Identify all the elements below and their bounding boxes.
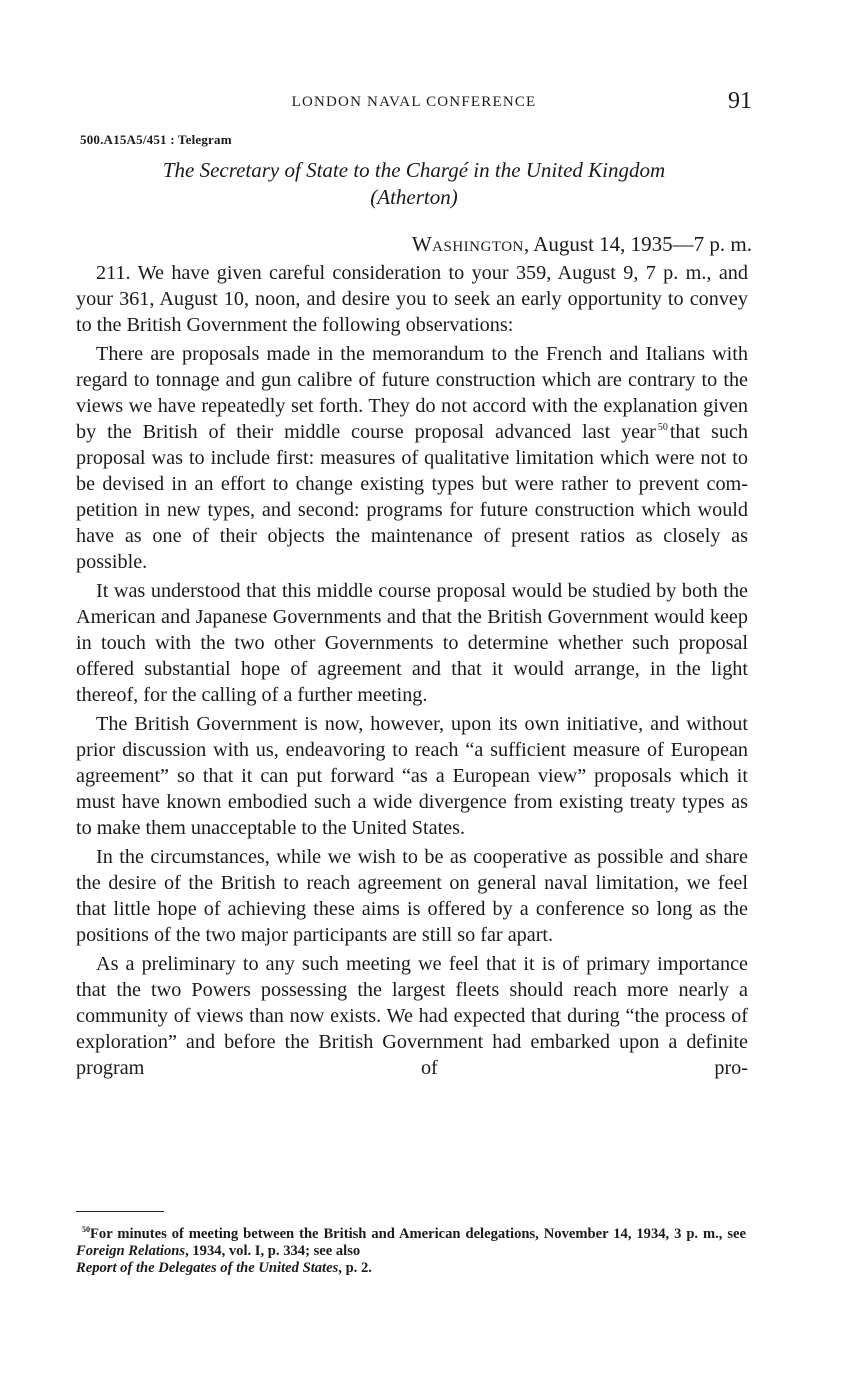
footnote-mark: 50 <box>82 1225 90 1235</box>
file-reference: 500.A15A5/451 : Telegram <box>80 132 232 147</box>
footnote-divider <box>76 1211 164 1212</box>
footnote-text-c: , p. 2. <box>338 1260 372 1276</box>
paragraph-4: The British Government is now, however, upon its own initiative, and without prior discussion with us, endeavoring to reach “a sufficient measure of European agreement” so that it can put forward “as a European view” proposals which it must have known embodied such a wide divergence from existing treaty types as to make them unacceptable to the United States. <box>76 713 748 839</box>
page-header <box>76 88 752 122</box>
title-line-2: (Atherton) <box>370 185 458 209</box>
paragraph-2 <box>76 341 748 575</box>
footnote-citation-2: Report of the Delegates of the United States <box>76 1260 339 1276</box>
dateline <box>412 232 752 257</box>
footnote-text <box>76 1226 746 1277</box>
paragraph-6: As a preliminary to any such meeting we feel that it is of primary importance that the two Powers possessing the largest fleets should reach more nearly a community of views than now exists. We had expected that during “the process of exploration” and before the British Government had embarked upon a definite program of pro- <box>76 953 748 1079</box>
paragraph-2-text-b: that such proposal was to include first: measures of qualitative limitation which were not to be devised in an effort to change existing types but were rather to prevent competition in new types, and second: programs for future construction which would have as one of their objects the maintenance of present ratios as closely as possible. <box>76 421 748 573</box>
telegram-body <box>76 260 748 1084</box>
paragraph-3: It was understood that this middle course proposal would be studied by both the American and Japanese Governments and that the British Government would keep in touch with the two other Governments to determine whether such proposal offered substantial hope of agreement and that it would arrange, in the light thereof, for the calling of a further meeting. <box>76 580 748 706</box>
page-number: 91 <box>728 88 752 114</box>
footnote <box>76 1226 746 1277</box>
paragraph-1: 211. We have given careful consideration to your 359, August 9, 7 p. m., and your 361, August 10, noon, and desire you to seek an early opportunity to convey to the British Government the following observations: <box>76 262 748 336</box>
footnote-text-a: For minutes of meeting between the British and American delegations, November 14, 1934, 3 p. m., see <box>90 1226 746 1242</box>
title-line-1: The Secretary of State to the Chargé in the United Kingdom <box>162 158 666 182</box>
paragraph-5: In the circumstances, while we wish to be as cooperative as possible and share the desire of the British to reach agreement on general naval limitation, we feel that little hope of achieving these aims is offered by a conference so long as the positions of the two major participants are still so far apart. <box>76 846 748 946</box>
running-head: LONDON NAVAL CONFERENCE <box>291 94 537 110</box>
dateline-place: Washington <box>411 232 524 256</box>
paragraph-2-text-a: There are proposals made in the memorandum to the French and Italians with regard to tonnage and gun calibre of future construction which are contrary to the views we have repeatedly set forth. They do not accord with the explanation given by the British of their middle course proposal advanced last year <box>76 343 748 443</box>
footnote-citation-1: Foreign Relations <box>76 1243 186 1259</box>
footnote-text-b: , 1934, vol. I, p. 334; see also <box>185 1243 361 1259</box>
document-title <box>76 157 752 211</box>
dateline-date: , August 14, 1935—7 p. m. <box>523 232 752 256</box>
footnote-reference[interactable]: 50 <box>657 422 668 434</box>
